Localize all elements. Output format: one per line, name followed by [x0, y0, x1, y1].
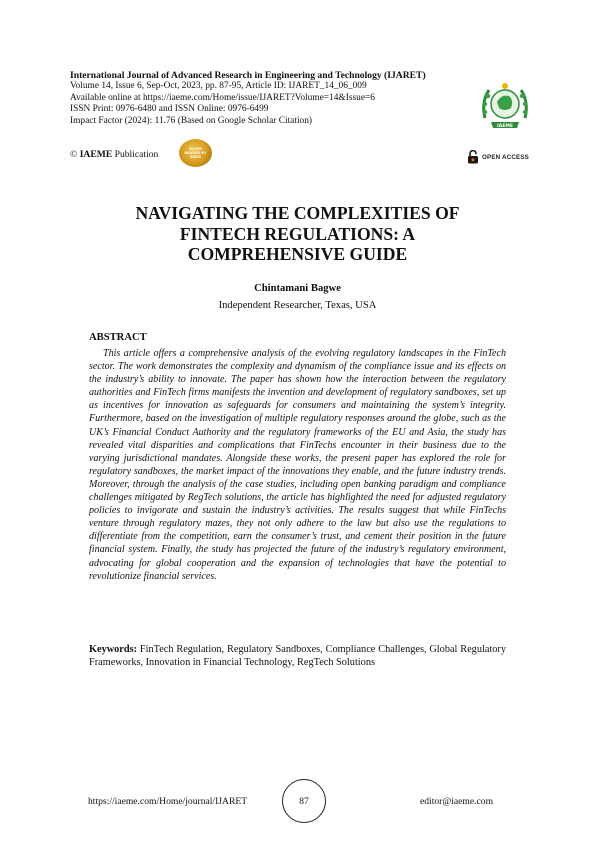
open-access-badge	[467, 150, 529, 164]
iaeme-logo-icon	[479, 78, 531, 138]
journal-header	[70, 70, 490, 127]
title-line-1: NAVIGATING THE COMPLEXITIES OF	[135, 203, 460, 223]
scopus-badge-icon	[179, 139, 212, 167]
copyright-symbol: ©	[70, 149, 78, 160]
abstract-text: This article offers a comprehensive analysis of the evolving regulatory landscapes in the FinTech sector. The work demonstrates the complexity and dynamism of the compliance issue and its effects on the industry’s ability to innovate. The paper has shown how the interaction between the regulatory authorities and FinTech firms manifests the invention and development of regulatory sandboxes, set up as incentives for innovation as safeguards for consumers and maintaining the system’s integrity. Furthermore, based on the investigation of multiple regulatory responses around the globe, such as the UK’s Financial Conduct Authority and the regulatory frameworks of the EU and Asia, the study has revealed vital disparities and complications that FinTechs encounter in their business due to the varying jurisdictional mandates. Alongside these works, the present paper has explored the role for regulatory sandboxes, the market impact of the innovations they enable, and the future industry trends. Moreover, through the analysis of the case studies, including open banking paradigm and compliance challenges mitigated by RegTech solutions, the article has highlighted the need for adjusted regulatory policies to invigorate and sustain the industry’s activities. The results suggest that while FinTechs venture through regulatory mazes, they not only adhere to the law but also use the regulations to differentiate from the competition, earn the consumer’s trust, and cement their position in the future financial system. Finally, the study has projected the future of the industry’s regulatory environment, advocating for global cooperation and the expansion of technologies that have the potential to revolutionize financial services.	[89, 348, 506, 582]
footer-email[interactable]: editor@iaeme.com	[420, 796, 494, 807]
abstract-heading: ABSTRACT	[89, 332, 147, 343]
publisher-name: IAEME	[79, 149, 113, 160]
keywords-block	[89, 643, 506, 669]
page-number-text: 87	[299, 795, 309, 807]
keywords-label: Keywords:	[89, 644, 138, 655]
page-number	[282, 779, 326, 823]
open-access-label: OPEN ACCESS	[482, 153, 530, 161]
author-name: Chintamani Bagwe	[254, 283, 341, 294]
available-online-line: Available online at https://iaeme.com/Home/issue/IJARET?Volume=14&Issue=6	[70, 92, 375, 103]
title-line-2: FINTECH REGULATIONS: A	[179, 223, 416, 244]
publisher-suffix: Publication	[114, 149, 159, 160]
volume-issue-line: Volume 14, Issue 6, Sep-Oct, 2023, pp. 87-95, Article ID: IJARET_14_06_009	[70, 81, 367, 92]
title-line-3: COMPREHENSIVE GUIDE	[187, 244, 408, 264]
article-title	[70, 203, 525, 265]
footer-journal-url[interactable]: https://iaeme.com/Home/journal/IJARET	[88, 796, 248, 807]
keywords-text: FinTech Regulation, Regulatory Sandboxes, Compliance Challenges, Global Regulatory Frameworks, Innovation in Financial Technology, RegTech Solutions	[89, 644, 506, 669]
open-lock-icon	[467, 150, 479, 164]
issn-line: ISSN Print: 0976-6480 and ISSN Online: 0976-6499	[70, 104, 269, 115]
badge-text: SCORE INDEXED BY INDEX	[184, 147, 207, 159]
journal-title: International Journal of Advanced Research in Engineering and Technology (IJARET)	[70, 70, 426, 81]
impact-factor-line: Impact Factor (2024): 11.76 (Based on Google Scholar Citation)	[70, 115, 313, 126]
publisher-line	[70, 149, 158, 160]
logo-text: IAEME	[496, 123, 514, 129]
author-affiliation: Independent Researcher, Texas, USA	[218, 300, 377, 311]
